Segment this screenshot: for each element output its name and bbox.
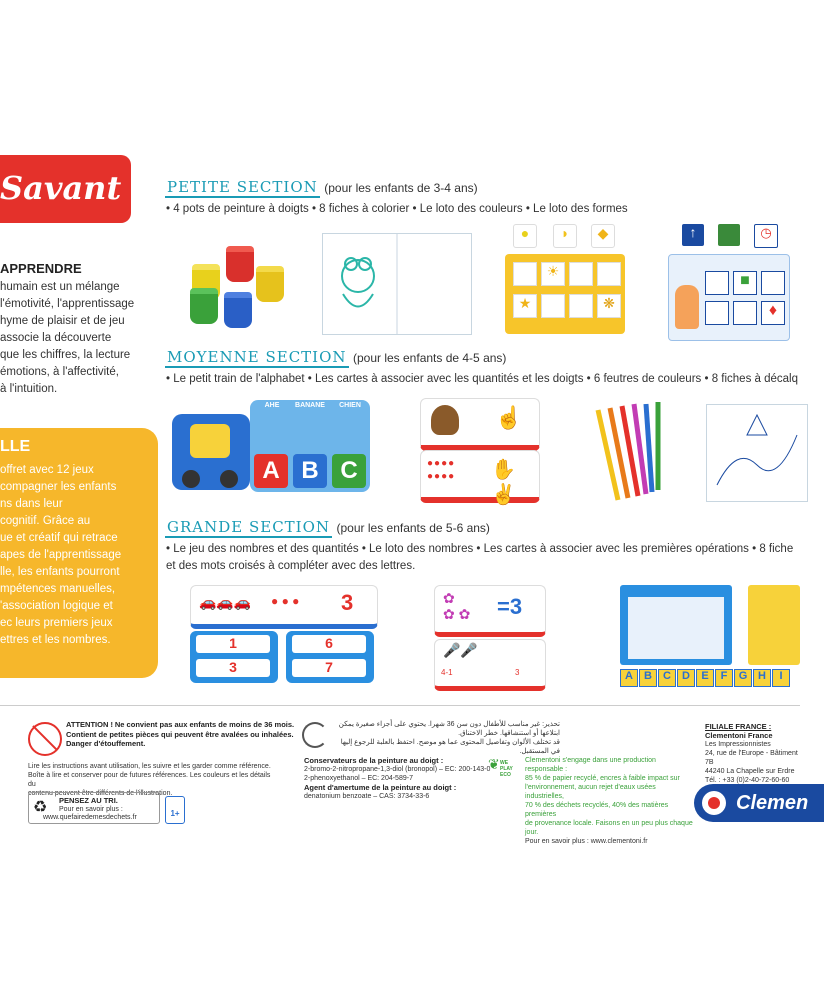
- section-items-continued: et des mots croisés à compléter avec des lettres.: [166, 560, 416, 572]
- learn-line: humain est un mélange: [0, 281, 120, 293]
- letter-tile: F: [715, 669, 733, 687]
- warning-block: [66, 720, 296, 748]
- train-letter: B: [293, 454, 327, 488]
- instruction-line: contenu peuvent être différents de l'illustration.: [28, 790, 173, 797]
- filiale-line: 24, rue de l'Europe - Bâtiment 7B: [705, 750, 798, 766]
- age-warning-icon: [28, 722, 62, 756]
- learn-line: associe la découverte: [0, 332, 112, 344]
- letter-tile: I: [772, 669, 790, 687]
- paint-pot-green: [190, 288, 218, 324]
- bitterness-title: Agent d'amertume de la peinture au doigt :: [304, 783, 457, 792]
- learn-line: émotions, à l'affectivité,: [0, 366, 119, 378]
- filiale-title: FILIALE FRANCE :: [705, 722, 772, 731]
- section-age: (pour les enfants de 3-4 ans): [324, 181, 478, 195]
- learn-line: hyme de plaisir et de jeu: [0, 315, 125, 327]
- learn-text: [0, 279, 150, 398]
- section-title: PETITE SECTION: [167, 178, 318, 196]
- train-label: CHIEN: [339, 402, 361, 409]
- section-moyenne-header: [165, 348, 506, 367]
- box-line: mpétences manuelles,: [0, 583, 116, 595]
- preservatives-block: [304, 756, 494, 801]
- box-line: cognitif. Grâce au: [0, 515, 91, 527]
- dice-card-left: [190, 631, 278, 683]
- color-loto: [505, 224, 625, 334]
- learn-title: APPRENDRE: [0, 261, 82, 276]
- quantity-finger-cards: [420, 398, 540, 506]
- footer-divider: [0, 705, 800, 706]
- arabic-warning: [330, 720, 560, 756]
- clock-icon: ◷: [754, 224, 778, 248]
- coloring-sheet-frog: [322, 233, 472, 335]
- letter-tile: D: [677, 669, 695, 687]
- tracing-drawing: [707, 405, 807, 501]
- savant-logo: [0, 155, 131, 223]
- arabic-line: تحذير: غير مناسب للأطفال دون سن 36 شهرا. يحتوي على أجزاء صغيرة يمكن ابتلاعها أو استنشاقها. خطر الاختناق.: [338, 721, 560, 737]
- letter-tile: E: [696, 669, 714, 687]
- eco-line: Clementoni s'engage dans une production responsable :: [525, 757, 656, 773]
- box-line: ue et créatif qui retrace: [0, 532, 118, 544]
- number-label: 1: [196, 635, 270, 653]
- paint-pot-yellow-2: [256, 266, 284, 302]
- pepper-icon: ◆: [591, 224, 615, 248]
- learn-line: que les chiffres, la lecture: [0, 349, 131, 361]
- box-line: lle, les enfants pourront: [0, 566, 120, 578]
- bear-icon: [431, 405, 459, 435]
- tri-url: www.quefairedemesdechets.fr: [43, 814, 137, 821]
- eco-line: de provenance locale. Faisons en un peu plus chaque jour.: [525, 820, 693, 836]
- operation-label: 3: [515, 668, 520, 677]
- filiale-line: Les Impressionnistes: [705, 741, 771, 748]
- section-age: (pour les enfants de 4-5 ans): [352, 351, 507, 365]
- microphone-card: [434, 639, 546, 691]
- strawberry-finger-card: [420, 450, 540, 506]
- section-grande-header: [165, 518, 490, 537]
- butterfly-icons: ✿ ✿ ✿: [443, 590, 471, 622]
- lemon-icon: ●: [513, 224, 537, 248]
- operation-result: =3: [497, 594, 523, 619]
- train-wagons: [250, 400, 370, 492]
- alphabet-tiles: [620, 669, 800, 687]
- train-label: AHE: [264, 402, 280, 409]
- box-line: apes de l'apprentissage: [0, 549, 122, 561]
- eco-line: 85 % de papier recyclé, encres à faible impact sur: [525, 775, 680, 782]
- paint-pot-blue: [224, 292, 252, 328]
- filiale-line: Clementoni France: [705, 731, 773, 740]
- section-items: • 4 pots de peinture à doigts • 8 fiches à colorier • Le loto des couleurs • Le loto des formes: [166, 203, 628, 215]
- hands-icon: ✋✌: [491, 459, 516, 506]
- warning-text: Contient de petites pièces qui peuvent être avalées ou inhalées.: [66, 730, 294, 739]
- paint-pot-red: [226, 246, 254, 282]
- microphone-icons: 🎤🎤: [443, 642, 478, 658]
- word-board: [748, 585, 800, 665]
- eco-line: l'environnement, aucun rejet d'eaux usées industrielles,: [525, 784, 656, 800]
- tracing-sheet: [706, 404, 808, 502]
- clementoni-logo: [694, 784, 824, 822]
- felt-markers: [588, 400, 678, 504]
- number-label: 7: [292, 659, 366, 677]
- box-text: [0, 462, 150, 649]
- train-engine: [172, 414, 250, 490]
- instruction-line: Lire les instructions avant utilisation, les suivre et les garder comme référence.: [28, 763, 271, 770]
- operation-label: 4-1: [441, 668, 453, 677]
- train-letter: A: [254, 454, 288, 488]
- filiale-line: 44240 La Chapelle sur Erdre: [705, 768, 795, 775]
- clementoni-name: Clemen: [736, 792, 809, 814]
- warning-text: Danger d'étouffement.: [66, 739, 146, 748]
- warning-title: ATTENTION !: [66, 720, 113, 729]
- train-label: BANANE: [295, 402, 325, 409]
- section-age: (pour les enfants de 5-6 ans): [336, 521, 490, 535]
- letter-tile: C: [658, 669, 676, 687]
- box-line: compagner les enfants: [0, 481, 117, 493]
- letter-tile: G: [734, 669, 752, 687]
- recycling-info: [28, 792, 160, 824]
- section-items: • Le jeu des nombres et des quantités • Le loto des nombres • Les cartes à associer avec les premières opérations • 8 fiche: [166, 543, 794, 555]
- preservative-line: 2-bromo-2-nitropropane-1,3-diol (bronopol) – EC: 200-143-0: [304, 766, 491, 773]
- box-line: ec leurs premiers jeux: [0, 617, 113, 629]
- markers-drawing: [588, 400, 678, 504]
- learn-line: l'émotivité, l'apprentissage: [0, 298, 135, 310]
- cars-card: [190, 585, 378, 629]
- section-title: MOYENNE SECTION: [167, 348, 347, 366]
- finger-icon: ☝: [495, 405, 523, 430]
- preservative-line: 2-phenoxyethanol – EC: 204-589-7: [304, 775, 413, 782]
- recycle-person-icon: ♻: [33, 799, 48, 816]
- age-badge-label: 1+: [170, 809, 180, 818]
- brand-name: Savant: [0, 169, 122, 207]
- dots-icon: ● ● ●: [271, 594, 300, 608]
- strawberry-icons: ●●●● ●●●●: [427, 458, 456, 482]
- section-petite-header: [165, 178, 478, 197]
- train-letter: C: [332, 454, 366, 488]
- ce-mark-icon: [302, 722, 328, 748]
- number-label: 3: [341, 590, 354, 615]
- bear-finger-card: [420, 398, 540, 451]
- eco-link[interactable]: Pour en savoir plus : www.clementoni.fr: [525, 838, 648, 845]
- crossword-board: [620, 585, 732, 665]
- shape-loto: [668, 224, 788, 339]
- alphabet-train: [172, 400, 372, 495]
- letter-tile: B: [639, 669, 657, 687]
- eco-block: [525, 756, 695, 846]
- warning-text: Ne convient pas aux enfants de moins de 36 mois.: [114, 720, 295, 729]
- shape-loto-board: ■ ♦: [668, 254, 790, 341]
- leaf-icon: ❦: [488, 756, 500, 772]
- car-icons: 🚗🚗🚗: [199, 594, 252, 610]
- butterfly-card: [434, 585, 546, 637]
- learn-line: à l'intuition.: [0, 383, 58, 395]
- letter-tile: H: [753, 669, 771, 687]
- number-label: 6: [292, 635, 366, 653]
- box-line: 'association logique et: [0, 600, 113, 612]
- box-title: LLE: [0, 438, 31, 455]
- loto-board-yellow: ☀ ★ ❋: [505, 254, 625, 334]
- tri-sub: Pour en savoir plus :: [59, 806, 123, 813]
- child-figure: [675, 285, 699, 329]
- banana-icon: ◗: [553, 224, 577, 248]
- eco-line: 70 % des déchets recyclés, 40% des matières premières: [525, 802, 669, 818]
- letter-tile: A: [620, 669, 638, 687]
- arabic-line: قد تختلف الألوان وتفاصيل المحتوى عما هو موضح. احتفظ بالعلبة للرجوع إليها في المستقبل.: [340, 739, 560, 755]
- instruction-line: Boîte à lire et conserver pour de futures références. Les couleurs et les détails du: [28, 772, 271, 788]
- preservatives-title: Conservateurs de la peinture au doigt :: [304, 756, 444, 765]
- number-label: 3: [196, 659, 270, 677]
- filiale-line: Tél. : +33 (0)2-40-72-60-60: [705, 777, 790, 784]
- box-line: ns dans leur: [0, 498, 63, 510]
- dice-card-right: [286, 631, 374, 683]
- eco-badge-label: WE PLAY ECO: [500, 760, 513, 778]
- number-quantity-cards: [190, 585, 380, 685]
- we-play-eco-badge: [488, 756, 520, 782]
- box-line: offret avec 12 jeux: [0, 464, 94, 476]
- tri-title: PENSEZ AU TRI.: [59, 796, 118, 805]
- box-line: ettres et les nombres.: [0, 634, 111, 646]
- section-items: • Le petit train de l'alphabet • Les cartes à associer avec les quantités et les doigts • 6 feutres de couleurs • 8 fiches à décalq: [166, 373, 798, 385]
- box-description-panel: [0, 428, 158, 678]
- operation-cards: [434, 585, 546, 690]
- picture-icon: [718, 224, 740, 246]
- age-badge: [165, 796, 185, 824]
- crossword-grid: [628, 597, 724, 659]
- clementoni-ball-icon: [702, 791, 726, 815]
- paint-pots-image: [182, 242, 292, 332]
- frog-drawing: [323, 234, 471, 334]
- bitterness-line: denatonium benzoate – CAS: 3734-33-6: [304, 793, 430, 800]
- section-title: GRANDE SECTION: [167, 518, 331, 536]
- arrow-up-icon: ↑: [682, 224, 704, 246]
